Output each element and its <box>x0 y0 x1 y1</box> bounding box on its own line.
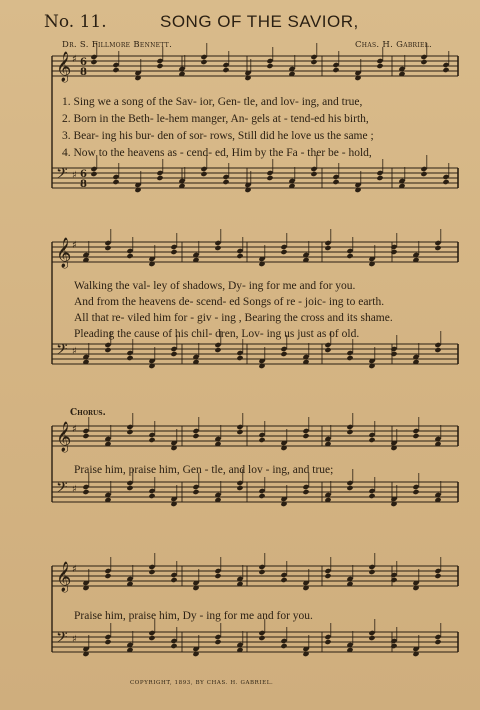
bass-staff <box>52 619 458 657</box>
note-head <box>90 171 97 177</box>
note-head <box>236 429 243 435</box>
time-signature-bottom: 8 <box>80 179 87 190</box>
note-head <box>324 639 331 645</box>
note-head <box>266 63 273 69</box>
note-head <box>420 171 427 177</box>
verse-4-line-b: Pleading the cause of his chil- dren, Lov- ing us just as of old. <box>74 328 360 340</box>
sharp-icon: ♯ <box>72 54 77 65</box>
verse-1-line-b: Walking the val- ley of shadows, Dy- ing for me and for you. <box>74 280 356 292</box>
bass-clef-icon: 𝄢 <box>56 341 68 362</box>
note-head <box>200 59 207 65</box>
note-head <box>156 175 163 181</box>
treble-staff <box>52 229 458 269</box>
note-head <box>222 179 229 185</box>
note-head <box>346 253 353 259</box>
note-head <box>280 249 287 255</box>
note-head <box>126 485 133 491</box>
note-head <box>420 59 427 65</box>
bass-clef-icon: 𝄢 <box>56 629 68 650</box>
note-head <box>258 437 265 443</box>
note-head <box>156 63 163 69</box>
note-head <box>148 635 155 641</box>
note-head <box>390 351 397 357</box>
note-head <box>112 179 119 185</box>
note-head <box>280 643 287 649</box>
note-head <box>368 635 375 641</box>
note-head <box>390 577 397 583</box>
verse-4-line-a: 4. Now to the heavens as - cend- ed, Him by the Fa - ther be - hold, <box>62 147 372 159</box>
treble-clef-icon: 𝄞 <box>56 238 72 268</box>
verse-2-line-a: 2. Born in the Beth- le-hem manger, An- gels at - tend-ed his birth, <box>62 113 369 125</box>
note-head <box>170 249 177 255</box>
note-head <box>236 485 243 491</box>
treble-clef-icon: 𝄞 <box>56 562 72 592</box>
note-head <box>302 489 309 495</box>
chorus-line-2: Praise him, praise him, Dy - ing for me and for you. <box>74 610 313 622</box>
note-head <box>148 493 155 499</box>
bass-staff <box>52 155 458 193</box>
sharp-icon: ♯ <box>72 424 77 435</box>
note-head <box>200 171 207 177</box>
note-head <box>390 249 397 255</box>
note-head <box>222 67 229 73</box>
note-head <box>104 573 111 579</box>
verse-3-line-a: 3. Bear- ing his bur- den of sor- rows, Still did he love us the same ; <box>62 130 374 142</box>
sharp-icon: ♯ <box>72 170 77 181</box>
note-head <box>280 351 287 357</box>
note-head <box>310 171 317 177</box>
verse-2-line-b: And from the heavens de- scend- ed Songs of re - joic- ing to earth. <box>74 296 385 308</box>
note-head <box>302 433 309 439</box>
chorus-line-1: Praise him, praise him, Gen - tle, and lov - ing, and true; <box>74 464 334 476</box>
note-head <box>280 577 287 583</box>
note-head <box>170 577 177 583</box>
sharp-icon: ♯ <box>72 634 77 645</box>
hymn-title: SONG OF THE SAVIOR, <box>160 12 359 31</box>
treble-staff <box>52 413 458 453</box>
note-head <box>368 493 375 499</box>
note-head <box>368 437 375 443</box>
verse-3-line-b: All that re- viled him for - giv - ing , Bearing the cross and its shame. <box>74 312 393 324</box>
note-head <box>104 347 111 353</box>
bass-clef-icon: 𝄢 <box>56 165 68 186</box>
lyricist-credit: Dr. S. Fillmore Bennett. <box>62 40 173 50</box>
note-head <box>104 639 111 645</box>
music-system-3 <box>0 420 480 540</box>
note-head <box>412 433 419 439</box>
note-head <box>104 245 111 251</box>
composer-credit: Chas. H. Gabriel. <box>355 40 432 50</box>
note-head <box>332 67 339 73</box>
note-head <box>90 59 97 65</box>
note-head <box>112 67 119 73</box>
bass-clef-icon: 𝄢 <box>56 479 68 500</box>
note-head <box>310 59 317 65</box>
note-head <box>442 179 449 185</box>
note-head <box>236 253 243 259</box>
chorus-label: Chorus. <box>70 408 106 418</box>
note-head <box>324 245 331 251</box>
sharp-icon: ♯ <box>72 346 77 357</box>
note-head <box>324 347 331 353</box>
note-head <box>214 245 221 251</box>
sharp-icon: ♯ <box>72 240 77 251</box>
note-head <box>434 639 441 645</box>
note-head <box>82 489 89 495</box>
time-signature-top: 6 <box>80 57 87 68</box>
time-signature-bottom: 8 <box>80 67 87 78</box>
note-head <box>148 569 155 575</box>
note-head <box>332 179 339 185</box>
note-head <box>346 429 353 435</box>
note-head <box>442 67 449 73</box>
note-head <box>434 347 441 353</box>
note-head <box>412 489 419 495</box>
note-head <box>368 569 375 575</box>
note-head <box>376 175 383 181</box>
hymn-number: No. 11. <box>44 12 107 32</box>
sharp-icon: ♯ <box>72 564 77 575</box>
note-head <box>266 175 273 181</box>
note-head <box>346 485 353 491</box>
note-head <box>214 347 221 353</box>
note-head <box>434 573 441 579</box>
note-head <box>346 355 353 361</box>
note-head <box>258 569 265 575</box>
note-head <box>324 573 331 579</box>
note-head <box>82 433 89 439</box>
sharp-icon: ♯ <box>72 484 77 495</box>
note-head <box>192 433 199 439</box>
note-head <box>214 639 221 645</box>
note-head <box>236 355 243 361</box>
note-head <box>434 245 441 251</box>
note-head <box>126 253 133 259</box>
note-head <box>170 643 177 649</box>
verse-1-line-a: 1. Sing we a song of the Sav- ior, Gen- tle, and lov- ing, and true, <box>62 96 363 108</box>
note-head <box>126 355 133 361</box>
treble-staff <box>52 553 458 593</box>
note-head <box>376 63 383 69</box>
note-head <box>390 643 397 649</box>
note-head <box>170 351 177 357</box>
note-head <box>192 489 199 495</box>
treble-clef-icon: 𝄞 <box>56 422 72 452</box>
note-head <box>214 573 221 579</box>
note-head <box>258 493 265 499</box>
treble-clef-icon: 𝄞 <box>56 52 72 82</box>
note-head <box>148 437 155 443</box>
note-head <box>258 635 265 641</box>
time-signature-top: 6 <box>80 169 87 180</box>
copyright-notice: COPYRIGHT, 1893, BY CHAS. H. GABRIEL. <box>130 680 274 686</box>
note-head <box>126 429 133 435</box>
